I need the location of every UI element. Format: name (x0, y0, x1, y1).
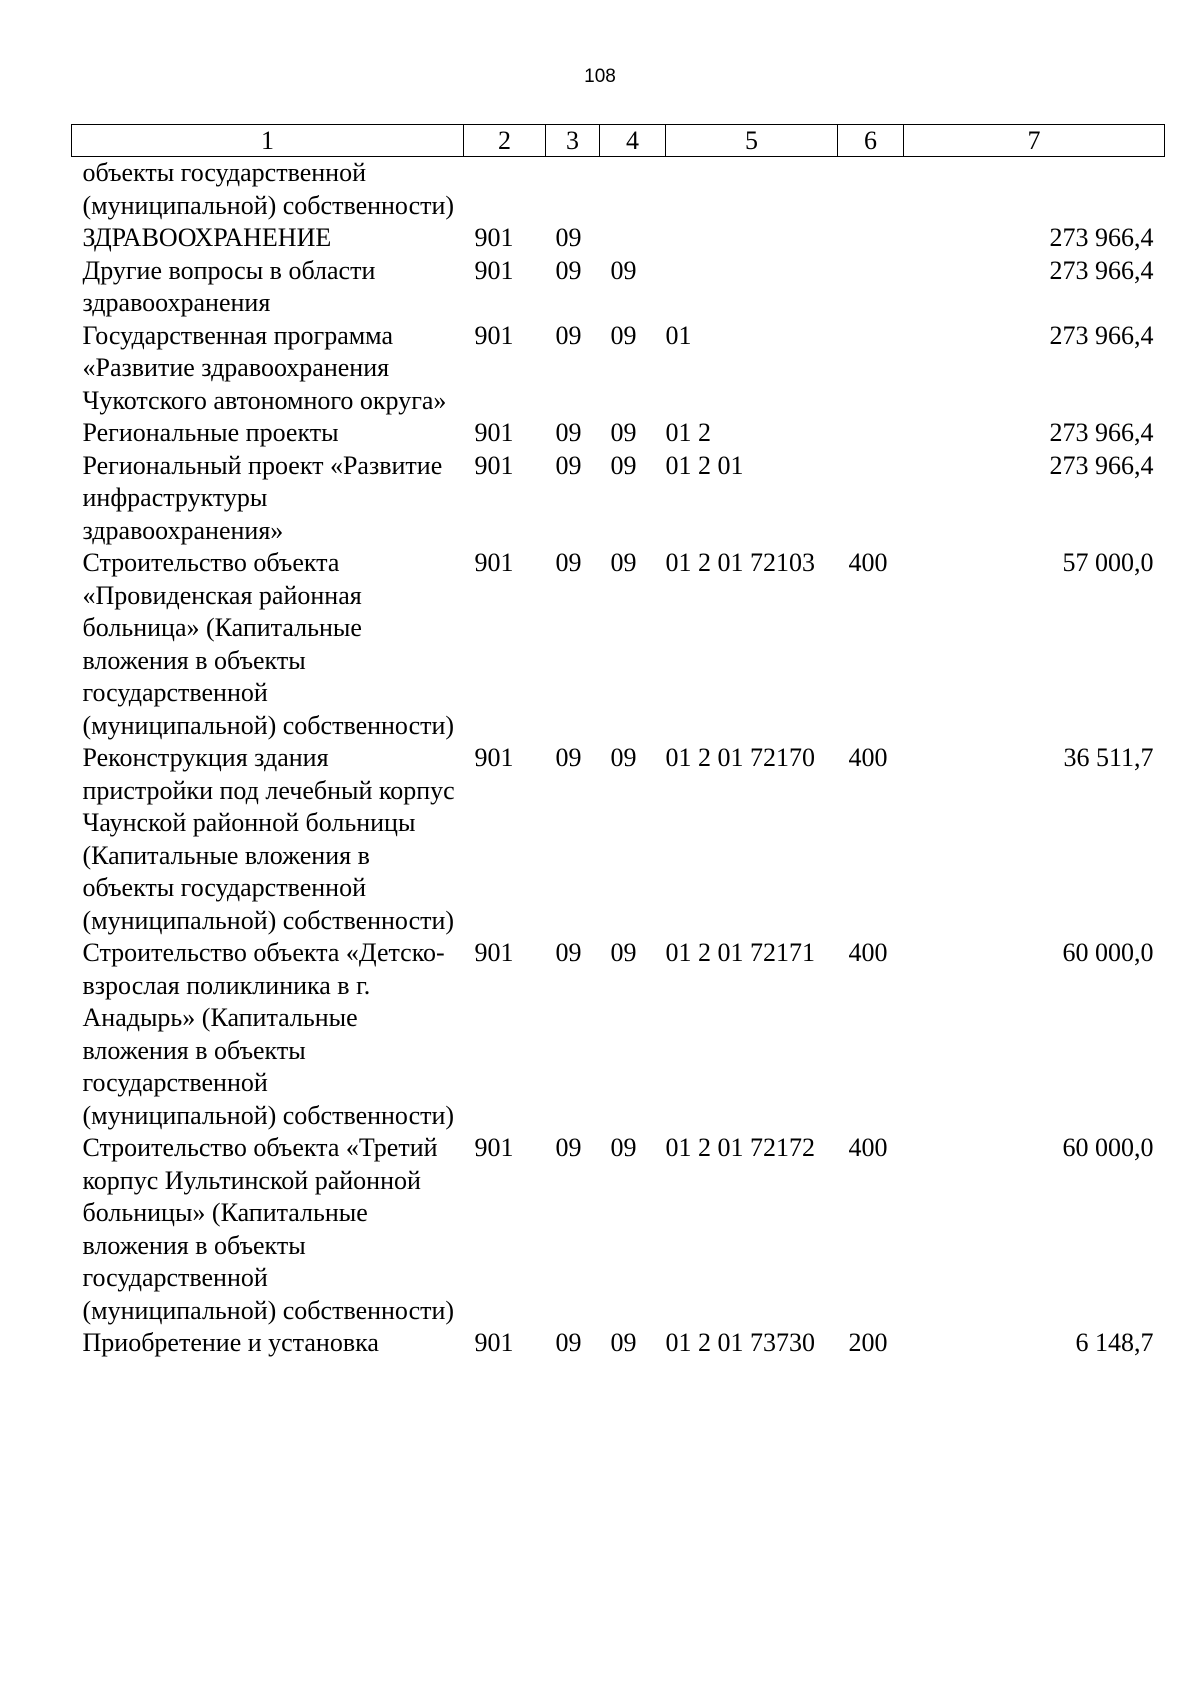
row-name: Другие вопросы в области здравоохранения (82, 255, 376, 317)
header-col-6: 6 (838, 125, 904, 157)
row-subsection-code: 09 (610, 320, 637, 350)
row-expense-type: 200 (848, 1328, 888, 1357)
row-amount (904, 157, 1165, 223)
row-target-code: 01 2 01 72172 (665, 1133, 815, 1162)
row-name: Строительство объекта «Детско-взрослая поликлиника в г. Анадырь» (Капитальные вложения в объекты государственной (муниципальной) собственности) (82, 938, 455, 1130)
row-admin-code: 901 (474, 255, 514, 285)
row-name: Строительство объекта «Третий корпус Иультинской районной больницы» (Капитальные вложения в объекты государственной (муниципальной) собственности) (82, 1133, 455, 1325)
header-col-4: 4 (600, 125, 666, 157)
row-amount: 36 511,7 (1063, 743, 1154, 772)
row-admin-code: 901 (474, 743, 514, 772)
row-amount: 273 966,4 (1049, 223, 1154, 252)
row-admin-code: 901 (474, 938, 514, 967)
row-target-code: 01 2 01 72170 (665, 743, 815, 772)
page-number: 108 (584, 66, 616, 87)
row-subsection-code (600, 222, 666, 255)
row-subsection-code: 09 (610, 938, 637, 967)
row-amount: 273 966,4 (1049, 320, 1154, 350)
table-row (72, 417, 1165, 450)
table-row (72, 450, 1165, 548)
row-section-code: 09 (555, 548, 582, 577)
row-expense-type: 400 (848, 743, 888, 772)
row-expense-type: 400 (848, 1133, 888, 1162)
row-target-code: 01 2 (665, 418, 711, 447)
row-amount: 57 000,0 (1062, 548, 1154, 577)
row-target-code: 01 2 01 72171 (665, 938, 815, 967)
row-subsection-code: 09 (610, 255, 637, 285)
row-expense-type: 400 (848, 548, 888, 577)
row-admin-code: 901 (474, 450, 514, 480)
table-row (72, 1132, 1165, 1327)
table-row (72, 255, 1165, 320)
row-name: Реконструкция здания пристройки под лечебный корпус Чаунской районной больницы (Капитальные вложения в объекты государственной (муниципальной) собственности) (82, 743, 455, 935)
header-col-5: 5 (666, 125, 838, 157)
row-section-code: 09 (555, 1133, 582, 1162)
row-section-code: 09 (555, 223, 582, 252)
row-name: Региональные проекты (82, 418, 339, 447)
row-name: Региональный проект «Развитие инфраструктуры здравоохранения» (82, 450, 443, 545)
row-target-code: 01 2 01 72103 (665, 548, 815, 577)
row-section-code: 09 (555, 320, 582, 350)
row-expense-type (838, 450, 904, 548)
row-target-code: 01 2 01 73730 (665, 1328, 815, 1357)
row-expense-type: 400 (848, 938, 888, 967)
header-row (72, 125, 1165, 157)
row-admin-code (464, 157, 546, 223)
header-col-7: 7 (904, 125, 1165, 157)
row-name: ЗДРАВООХРАНЕНИЕ (82, 223, 332, 252)
row-target-code (666, 255, 838, 320)
row-target-code (666, 157, 838, 223)
row-admin-code: 901 (474, 223, 514, 252)
table-row (72, 742, 1165, 937)
row-amount: 273 966,4 (1049, 450, 1154, 480)
row-expense-type (838, 157, 904, 223)
table-body (72, 157, 1165, 1360)
row-subsection-code (600, 157, 666, 223)
row-subsection-code: 09 (610, 450, 637, 480)
row-section-code: 09 (555, 743, 582, 772)
row-subsection-code: 09 (610, 548, 637, 577)
table-row (72, 320, 1165, 418)
table-row (72, 547, 1165, 742)
header-col-3: 3 (546, 125, 600, 157)
row-admin-code: 901 (474, 548, 514, 577)
row-section-code: 09 (555, 1328, 582, 1357)
row-subsection-code: 09 (610, 743, 637, 772)
row-section-code: 09 (555, 255, 582, 285)
row-amount: 273 966,4 (1049, 255, 1154, 285)
row-name: Строительство объекта «Провиденская районная больница» (Капитальные вложения в объекты государственной (муниципальной) собственности) (82, 548, 455, 740)
row-target-code (666, 222, 838, 255)
row-subsection-code: 09 (610, 1133, 637, 1162)
row-name: Государственная программа «Развитие здравоохранения Чукотского автономного округа» (82, 320, 447, 415)
row-target-code: 01 2 01 (665, 450, 744, 480)
row-subsection-code: 09 (610, 418, 637, 447)
table-row (72, 937, 1165, 1132)
row-amount: 60 000,0 (1062, 1133, 1154, 1162)
budget-table (71, 124, 1165, 1360)
row-expense-type (838, 417, 904, 450)
row-admin-code: 901 (474, 320, 514, 350)
row-section-code: 09 (555, 418, 582, 447)
row-amount: 273 966,4 (1049, 418, 1154, 447)
row-expense-type (838, 255, 904, 320)
row-admin-code: 901 (474, 418, 514, 447)
header-col-2: 2 (464, 125, 546, 157)
table-row (72, 1327, 1165, 1360)
table-row (72, 222, 1165, 255)
row-section-code: 09 (555, 938, 582, 967)
row-section-code (546, 157, 600, 223)
row-expense-type (838, 222, 904, 255)
row-amount: 60 000,0 (1062, 938, 1154, 967)
header-col-1: 1 (72, 125, 464, 157)
row-subsection-code: 09 (610, 1328, 637, 1357)
row-name: объекты государственной (муниципальной) собственности) (82, 158, 455, 220)
row-admin-code: 901 (474, 1328, 514, 1357)
row-amount: 6 148,7 (1075, 1328, 1154, 1357)
row-section-code: 09 (555, 450, 582, 480)
row-name: Приобретение и установка (82, 1328, 379, 1357)
row-target-code: 01 (665, 320, 692, 350)
row-expense-type (838, 320, 904, 418)
table-row (72, 157, 1165, 223)
row-admin-code: 901 (474, 1133, 514, 1162)
